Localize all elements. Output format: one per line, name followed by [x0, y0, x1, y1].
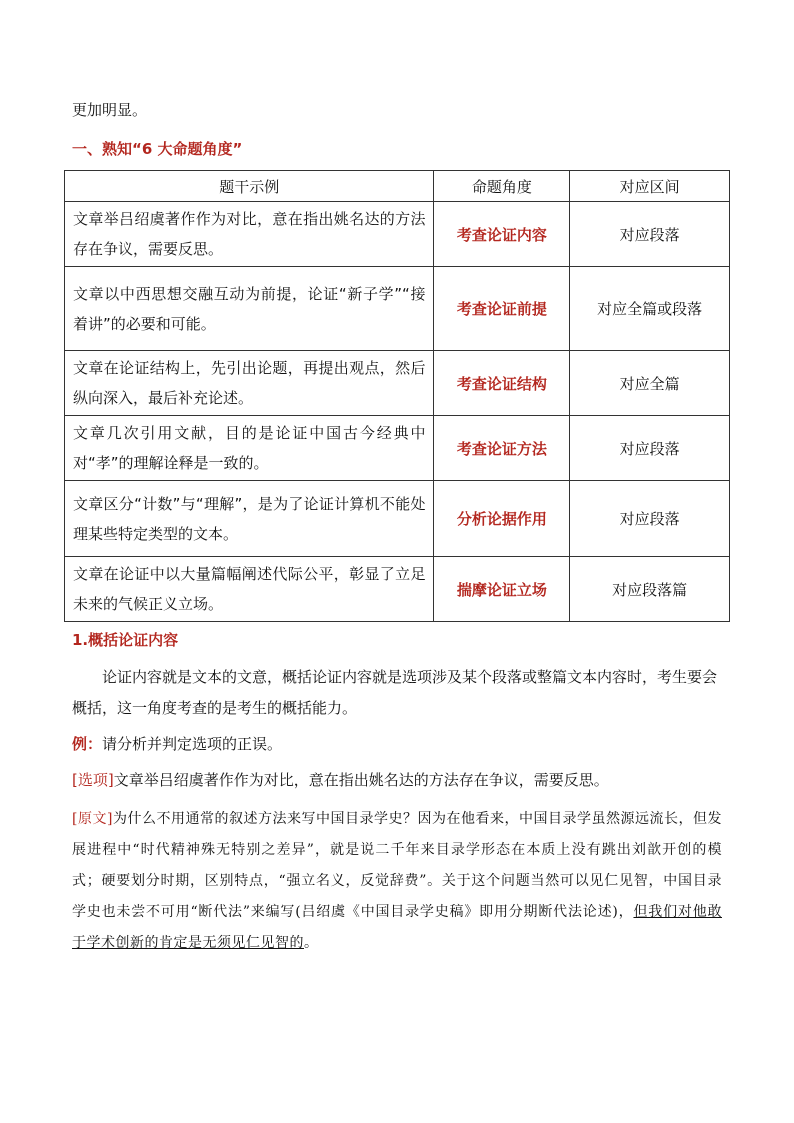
angle-cell: 分析论据作用 [434, 481, 570, 557]
table-row [65, 557, 730, 622]
table-row [65, 351, 730, 416]
original-text-block [72, 804, 722, 959]
subsection-heading: 1.概括论证内容 [72, 631, 179, 649]
angle-cell: 考查论证结构 [434, 351, 570, 416]
range-cell: 对应段落 [570, 202, 730, 267]
angle-cell: 考查论证前提 [434, 267, 570, 351]
range-cell: 对应全篇或段落 [570, 267, 730, 351]
question-angle-table [64, 170, 730, 622]
option-tag: [选项] [72, 771, 114, 789]
example-text: 请分析并判定选项的正误。 [102, 735, 283, 753]
range-cell: 对应段落 [570, 481, 730, 557]
body-paragraph: 论证内容就是文本的文意，概括论证内容就是选项涉及某个段落或整篇文本内容时，考生要会概括，这一角度考查的是考生的概括能力。 [72, 668, 718, 717]
range-cell: 对应段落 [570, 416, 730, 481]
table-row [65, 267, 730, 351]
angle-cell: 揣摩论证立场 [434, 557, 570, 622]
original-underlined-text: 但我们对他敢于学术创新的肯定是无须见仁见智的 [72, 904, 722, 951]
table-row [65, 416, 730, 481]
header-angle: 命题角度 [434, 171, 570, 202]
header-stem: 题干示例 [65, 171, 434, 202]
option-text: 文章举吕绍虞著作作为对比，意在指出姚名达的方法存在争议，需要反思。 [113, 771, 609, 789]
stem-cell: 文章区分“计数”与“理解”，是为了论证计算机不能处理某些特定类型的文本。 [65, 481, 434, 557]
stem-cell: 文章在论证中以大量篇幅阐述代际公平，彰显了立足未来的气候正义立场。 [65, 557, 434, 622]
original-text: 为什么不用通常的叙述方法来写中国目录学史？因为在他看来，中国目录学虽然源远流长，但发展进程中“时代精神殊无特别之差异”，就是说二千年来目录学形态在本质上没有跳出刘歆开创的模式；硬要划分时期，区别特点，“强立名义，反觉辞费”。关于这个问题当然可以见仁见智，中国目录学史也未尝不可用“断代法”来编写(吕绍虞《中国目录学史稿》即用分期断代法论述)， [72, 811, 722, 920]
stem-cell: 文章几次引用文献，目的是论证中国古今经典中对“孝”的理解诠释是一致的。 [65, 416, 434, 481]
section-heading: 一、熟知“6 大命题角度” [72, 140, 243, 158]
stem-cell: 文章举吕绍虞著作作为对比，意在指出姚名达的方法存在争议，需要反思。 [65, 202, 434, 267]
header-range: 对应区间 [570, 171, 730, 202]
table-header-row [65, 171, 730, 202]
table-row [65, 202, 730, 267]
original-tag: [原文] [72, 811, 113, 827]
range-cell: 对应全篇 [570, 351, 730, 416]
original-end: 。 [304, 935, 319, 951]
range-cell: 对应段落篇 [570, 557, 730, 622]
example-label: 例： [72, 735, 103, 753]
stem-cell: 文章在论证结构上，先引出论题，再提出观点，然后纵向深入，最后补充论述。 [65, 351, 434, 416]
angle-cell: 考查论证方法 [434, 416, 570, 481]
angle-cell: 考查论证内容 [434, 202, 570, 267]
stem-cell: 文章以中西思想交融互动为前提，论证“新子学”“接着讲”的必要和可能。 [65, 267, 434, 351]
table-row [65, 481, 730, 557]
example-line [72, 733, 282, 755]
intro-tail-text: 更加明显。 [72, 101, 148, 119]
option-line [72, 769, 609, 791]
